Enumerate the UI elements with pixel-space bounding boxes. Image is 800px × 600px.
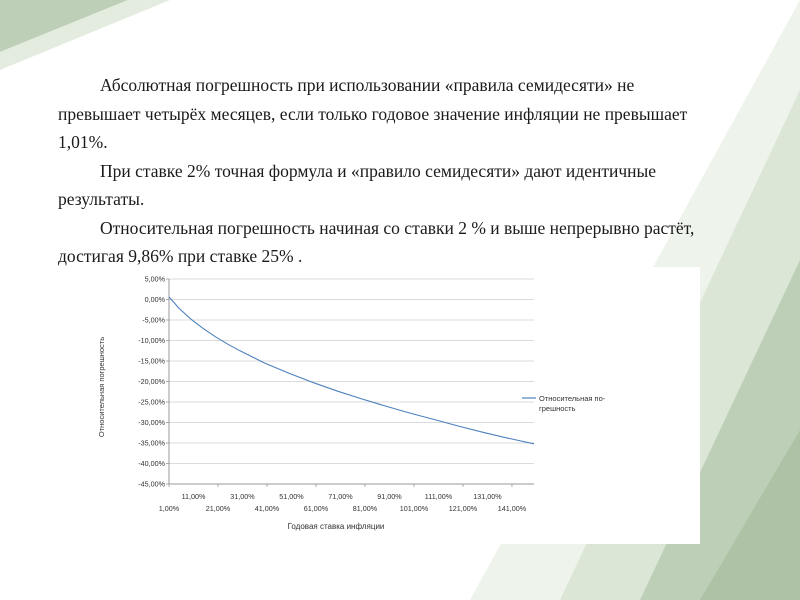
x-tick-label-upper: 11,00% xyxy=(181,492,206,501)
paragraph-absolute-error: Абсолютная погрешность при использовании «правила семидесяти» не превышает четырёх месяцев, если только годовое значение инфляции не превышает 1,01%. xyxy=(58,75,688,152)
legend-label: грешность xyxy=(539,404,576,413)
legend xyxy=(522,394,606,413)
y-axis-label: Относительная погрешность xyxy=(97,336,106,438)
x-tick-label-upper: 91,00% xyxy=(377,492,402,501)
paragraph-relative-error: Относительная погрешность начиная со ставки 2 % и выше непрерывно растёт, достигая 9,86% при ставке 25% . xyxy=(58,217,695,266)
x-tick-label-lower: 61,00% xyxy=(303,504,329,513)
y-tick-label: -40,00% xyxy=(138,459,165,468)
y-tick-label: -10,00% xyxy=(138,336,165,345)
x-tick-label-lower: 1,00% xyxy=(158,504,180,513)
series-lines xyxy=(169,297,534,444)
y-tick-label: -45,00% xyxy=(138,479,165,489)
x-tick-label-lower: 41,00% xyxy=(254,504,280,513)
y-tick-label: 0,00% xyxy=(144,295,165,304)
body-text xyxy=(58,71,708,271)
x-tick-label-lower: 81,00% xyxy=(352,504,378,513)
chart-panel xyxy=(92,267,700,544)
y-tick-label: -15,00% xyxy=(138,356,165,366)
y-tick-label: -30,00% xyxy=(138,418,165,427)
grid-lines xyxy=(166,279,534,484)
x-tick-label-lower: 21,00% xyxy=(205,504,231,513)
y-tick-label: 5,00% xyxy=(144,274,165,284)
y-tick-label: -5,00% xyxy=(142,315,165,325)
x-tick-label-lower: 121,00% xyxy=(448,504,478,513)
y-tick-labels xyxy=(138,275,165,489)
x-tick-labels xyxy=(159,484,527,513)
paragraph-two-percent-rate: При ставке 2% точная формула и «правило семидесяти» дают идентичные результаты. xyxy=(58,160,657,209)
series-line xyxy=(169,297,534,444)
legend-label: Относительная по- xyxy=(539,394,606,403)
x-tick-label-lower: 141,00% xyxy=(497,504,527,513)
x-tick-label-upper: 131,00% xyxy=(473,492,502,501)
x-axis-label: Годовая ставка инфляции xyxy=(287,522,385,531)
y-tick-label: -25,00% xyxy=(138,397,165,407)
y-tick-label: -35,00% xyxy=(138,438,165,448)
x-tick-label-upper: 111,00% xyxy=(424,492,453,501)
relative-error-chart xyxy=(92,267,700,544)
x-tick-label-upper: 71,00% xyxy=(328,492,353,501)
x-tick-label-upper: 31,00% xyxy=(230,492,255,501)
x-tick-label-lower: 101,00% xyxy=(399,504,429,513)
x-tick-label-upper: 51,00% xyxy=(279,492,304,501)
y-tick-label: -20,00% xyxy=(138,377,165,386)
